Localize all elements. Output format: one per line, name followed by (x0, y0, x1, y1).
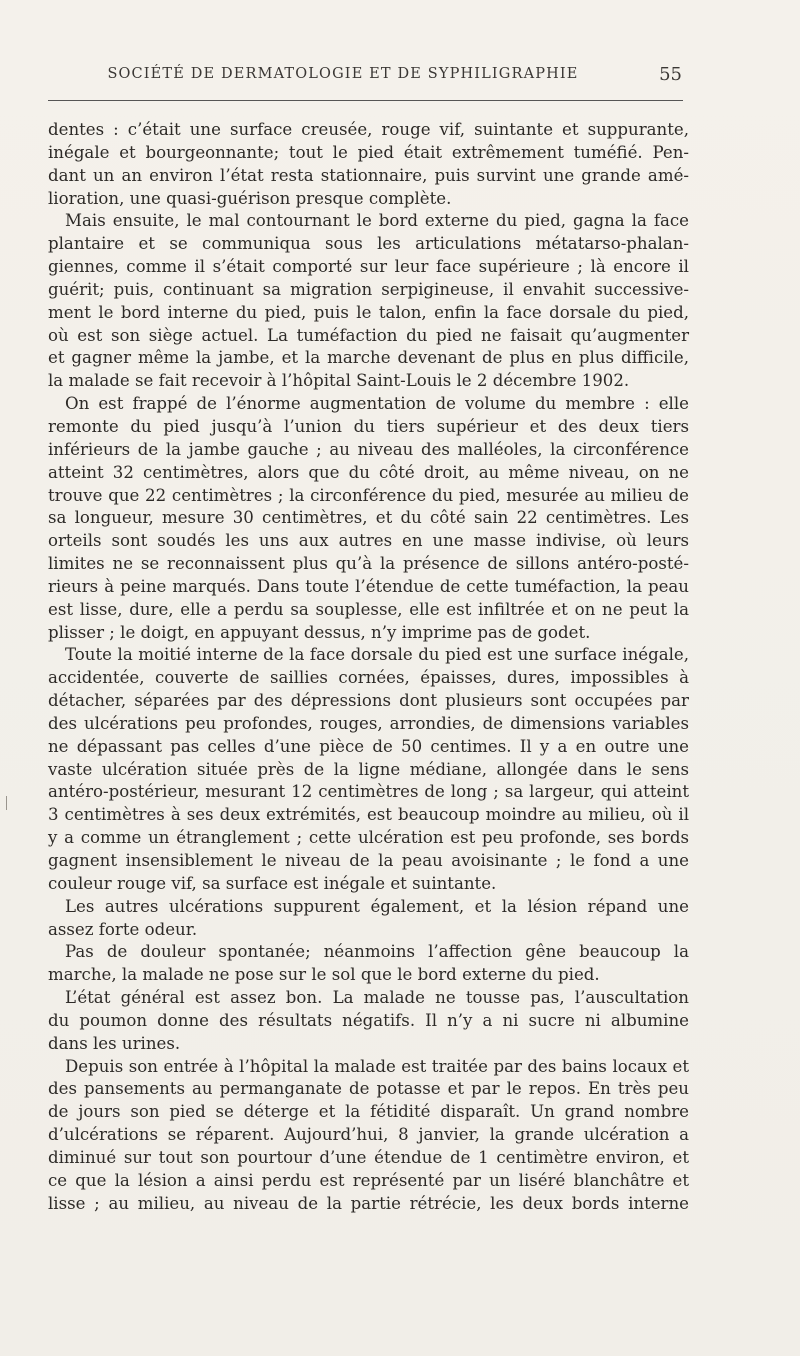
text-line: vaste ulcération située près de la ligne médiane, allongée dans le sens (48, 759, 689, 779)
text-line: 3 centimètres à ses deux extrémités, est beaucoup moindre au milieu, où il (48, 805, 689, 825)
paragraph-8 (48, 1056, 689, 1216)
text-line: de jours son pied se déterge et la fétidité disparaît. Un grand nombre (48, 1102, 689, 1122)
paragraph-1 (48, 119, 689, 210)
paragraph-3 (48, 393, 689, 644)
text-line: inférieurs de la jambe gauche ; au niveau des malléoles, la circonférence (48, 439, 689, 459)
text-line: couleur rouge vif, sa surface est inégale et suintante. (48, 873, 497, 893)
text-line: ment le bord interne du pied, puis le talon, enfin la face dorsale du pied, (48, 302, 689, 322)
text-line: inégale et bourgeonnante; tout le pied était extrêmement tuméfié. Pen- (48, 142, 689, 162)
text-line: d’ulcérations se réparent. Aujourd’hui, 8 janvier, la grande ulcération a (48, 1125, 689, 1145)
running-head (48, 64, 682, 94)
margin-mark (6, 796, 7, 810)
text-line: des pansements au permanganate de potasse et par le repos. En très peu (48, 1079, 689, 1099)
text-line: dant un an environ l’état resta stationnaire, puis survint une grande amé- (48, 165, 689, 185)
text-line: y a comme un étranglement ; cette ulcération est peu profonde, ses bords (48, 828, 689, 848)
text-line: lisse ; au milieu, au niveau de la partie rétrécie, les deux bords interne (48, 1193, 689, 1213)
text-line: On est frappé de l’énorme augmentation de volume du membre : elle (65, 394, 689, 414)
text-line: antéro-postérieur, mesurant 12 centimètres de long ; sa largeur, qui atteint (48, 782, 689, 802)
text-line: orteils sont soudés les uns aux autres en une masse indivise, où leurs (48, 531, 689, 551)
text-line: dans les urines. (48, 1033, 181, 1053)
text-line: et gagner même la jambe, et la marche devenant de plus en plus difficile, (48, 348, 689, 368)
running-title: SOCIÉTÉ DE DERMATOLOGIE ET DE SYPHILIGRAPHIE (107, 66, 579, 82)
text-line: atteint 32 centimètres, alors que du côté droit, au même niveau, on ne (48, 462, 689, 482)
text-line: gagnent insensiblement le niveau de la peau avoisinante ; le fond a une (48, 851, 689, 870)
text-line: est lisse, dure, elle a perdu sa souplesse, elle est infiltrée et on ne peut la (48, 599, 689, 619)
text-line: marche, la malade ne pose sur le sol que le bord externe du pied. (48, 965, 600, 985)
header-rule (48, 100, 683, 101)
text-line: la malade se fait recevoir à l’hôpital Saint-Louis le 2 décembre 1902. (48, 371, 630, 391)
text-line: rieurs à peine marqués. Dans toute l’étendue de cette tuméfaction, la peau (48, 576, 689, 596)
text-line: L’état général est assez bon. La malade ne tousse pas, l’auscultation (65, 988, 689, 1008)
text-line: Mais ensuite, le mal contournant le bord externe du pied, gagna la face (65, 211, 689, 231)
paragraph-6 (48, 941, 689, 987)
paragraph-4 (48, 644, 689, 895)
text-line: lioration, une quasi-guérison presque complète. (48, 188, 452, 208)
text-line: ne dépassant pas celles d’une pièce de 50 centimes. Il y a en outre une (48, 736, 689, 756)
text-line: dentes : c’était une surface creusée, rouge vif, suintante et suppurante, (48, 120, 689, 139)
page-number: 55 (659, 64, 682, 85)
paragraph-7 (48, 987, 689, 1056)
text-line: ce que la lésion a ainsi perdu est représenté par un liséré blanchâtre et (48, 1170, 689, 1190)
text-line: remonte du pied jusqu’à l’union du tiers supérieur et des deux tiers (48, 416, 689, 436)
text-line: sa longueur, mesure 30 centimètres, et du côté sain 22 centimètres. Les (48, 508, 689, 528)
text-line: où est son siège actuel. La tuméfaction du pied ne faisait qu’augmenter (48, 325, 689, 345)
text-line: trouve que 22 centimètres ; la circonférence du pied, mesurée au milieu de (48, 485, 689, 505)
text-line: Les autres ulcérations suppurent également, et la lésion répand une (65, 896, 689, 916)
body-text (48, 119, 689, 1216)
text-line: limites ne se reconnaissent plus qu’à la présence de sillons antéro-posté- (48, 554, 689, 574)
text-line: des ulcérations peu profondes, rouges, arrondies, de dimensions variables (48, 713, 689, 733)
text-line: plantaire et se communiqua sous les articulations métatarso-phalan- (48, 234, 689, 254)
text-line: détacher, séparées par des dépressions dont plusieurs sont occupées par (48, 691, 689, 711)
text-line: du poumon donne des résultats négatifs. Il n’y a ni sucre ni albumine (48, 1010, 689, 1030)
text-line: guérit; puis, continuant sa migration serpigineuse, il envahit successive- (48, 279, 689, 299)
paragraph-2 (48, 210, 689, 393)
text-line: plisser ; le doigt, en appuyant dessus, n’y imprime pas de godet. (48, 622, 591, 642)
text-line: giennes, comme il s’était comporté sur leur face supérieure ; là encore il (48, 257, 689, 277)
paragraph-5 (48, 896, 689, 942)
text-line: accidentée, couverte de saillies cornées, épaisses, dures, impossibles à (48, 668, 689, 688)
text-line: Depuis son entrée à l’hôpital la malade est traitée par des bains locaux et (65, 1056, 689, 1076)
text-line: Toute la moitié interne de la face dorsale du pied est une surface inégale, (65, 645, 689, 665)
text-line: Pas de douleur spontanée; néanmoins l’affection gêne beaucoup la (65, 942, 689, 962)
text-line: assez forte odeur. (48, 919, 198, 939)
text-line: diminué sur tout son pourtour d’une étendue de 1 centimètre environ, et (48, 1147, 689, 1167)
